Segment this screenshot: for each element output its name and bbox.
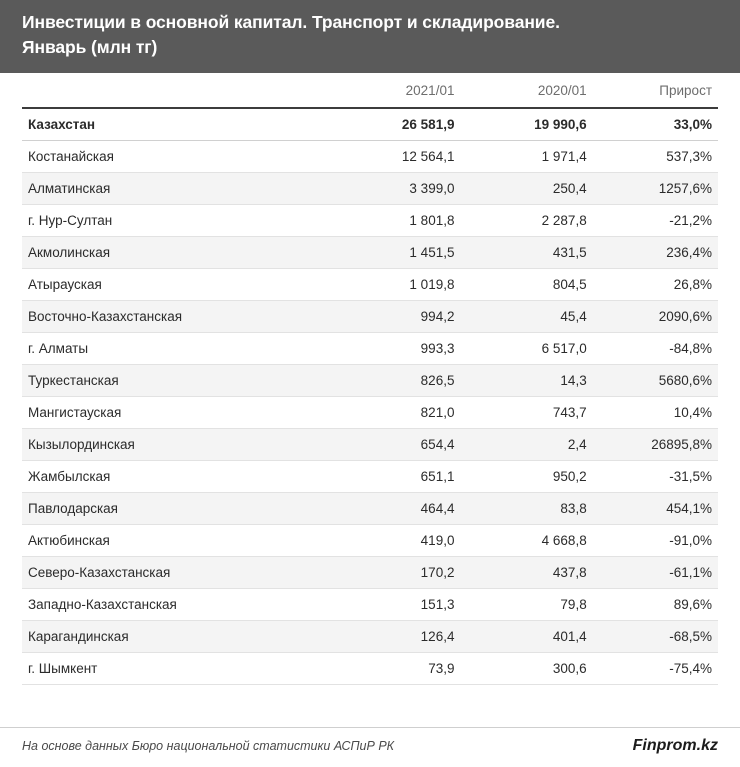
cell-region: г. Шымкент <box>22 652 328 684</box>
source-note: На основе данных Бюро национальной статистики АСПиР РК <box>22 739 395 753</box>
cell-2021: 654,4 <box>328 428 460 460</box>
cell-growth: -84,8% <box>593 332 718 364</box>
cell-growth: 26,8% <box>593 268 718 300</box>
cell-region: Кызылординская <box>22 428 328 460</box>
cell-2021: 170,2 <box>328 556 460 588</box>
table-row <box>22 428 718 460</box>
table-row <box>22 236 718 268</box>
cell-2021: 26 581,9 <box>328 108 460 141</box>
brand-logo: Finprom.kz <box>632 737 718 754</box>
cell-region: Жамбылская <box>22 460 328 492</box>
cell-2021: 994,2 <box>328 300 460 332</box>
column-header-region <box>22 73 328 108</box>
table-row <box>22 108 718 141</box>
cell-growth: 10,4% <box>593 396 718 428</box>
cell-2020: 1 971,4 <box>460 140 592 172</box>
table-row <box>22 172 718 204</box>
cell-growth: -68,5% <box>593 620 718 652</box>
table-row <box>22 268 718 300</box>
table-row <box>22 140 718 172</box>
cell-2021: 1 451,5 <box>328 236 460 268</box>
cell-2021: 151,3 <box>328 588 460 620</box>
cell-2021: 464,4 <box>328 492 460 524</box>
cell-2020: 2 287,8 <box>460 204 592 236</box>
cell-2020: 250,4 <box>460 172 592 204</box>
cell-region: г. Нур-Султан <box>22 204 328 236</box>
cell-growth: 454,1% <box>593 492 718 524</box>
cell-2020: 743,7 <box>460 396 592 428</box>
cell-growth: -31,5% <box>593 460 718 492</box>
cell-region: Карагандинская <box>22 620 328 652</box>
cell-region: Мангистауская <box>22 396 328 428</box>
cell-region: Северо-Казахстанская <box>22 556 328 588</box>
cell-region: Павлодарская <box>22 492 328 524</box>
cell-2021: 1 801,8 <box>328 204 460 236</box>
cell-growth: 33,0% <box>593 108 718 141</box>
table-row <box>22 300 718 332</box>
cell-2020: 2,4 <box>460 428 592 460</box>
cell-2020: 45,4 <box>460 300 592 332</box>
cell-growth: 1257,6% <box>593 172 718 204</box>
table-row <box>22 556 718 588</box>
cell-2020: 300,6 <box>460 652 592 684</box>
table-row <box>22 396 718 428</box>
cell-region: Костанайская <box>22 140 328 172</box>
cell-2020: 83,8 <box>460 492 592 524</box>
cell-growth: -21,2% <box>593 204 718 236</box>
column-header-2021: 2021/01 <box>328 73 460 108</box>
cell-region: Казахстан <box>22 108 328 141</box>
cell-region: г. Алматы <box>22 332 328 364</box>
cell-growth: -75,4% <box>593 652 718 684</box>
cell-growth: 537,3% <box>593 140 718 172</box>
table-row <box>22 492 718 524</box>
cell-2021: 3 399,0 <box>328 172 460 204</box>
cell-2020: 79,8 <box>460 588 592 620</box>
cell-growth: 236,4% <box>593 236 718 268</box>
cell-2020: 401,4 <box>460 620 592 652</box>
table-row <box>22 524 718 556</box>
page-title-line-2: Январь (млн тг) <box>22 37 158 58</box>
column-header-growth: Прирост <box>593 73 718 108</box>
cell-2021: 826,5 <box>328 364 460 396</box>
table-row <box>22 204 718 236</box>
cell-2021: 73,9 <box>328 652 460 684</box>
cell-2020: 950,2 <box>460 460 592 492</box>
cell-growth: 26895,8% <box>593 428 718 460</box>
cell-region: Актюбинская <box>22 524 328 556</box>
card-header <box>0 0 740 73</box>
cell-2020: 4 668,8 <box>460 524 592 556</box>
table-row <box>22 364 718 396</box>
cell-2020: 19 990,6 <box>460 108 592 141</box>
cell-growth: 89,6% <box>593 588 718 620</box>
cell-2020: 6 517,0 <box>460 332 592 364</box>
cell-2021: 126,4 <box>328 620 460 652</box>
cell-2021: 821,0 <box>328 396 460 428</box>
cell-2020: 804,5 <box>460 268 592 300</box>
table-container <box>0 73 740 727</box>
cell-growth: 2090,6% <box>593 300 718 332</box>
cell-growth: -61,1% <box>593 556 718 588</box>
column-header-2020: 2020/01 <box>460 73 592 108</box>
cell-growth: -91,0% <box>593 524 718 556</box>
cell-2021: 993,3 <box>328 332 460 364</box>
cell-region: Восточно-Казахстанская <box>22 300 328 332</box>
table-row <box>22 588 718 620</box>
cell-region: Туркестанская <box>22 364 328 396</box>
cell-region: Западно-Казахстанская <box>22 588 328 620</box>
cell-2021: 12 564,1 <box>328 140 460 172</box>
cell-region: Алматинская <box>22 172 328 204</box>
cell-2021: 1 019,8 <box>328 268 460 300</box>
cell-2020: 437,8 <box>460 556 592 588</box>
investment-table <box>22 73 718 685</box>
table-body <box>22 108 718 685</box>
cell-growth: 5680,6% <box>593 364 718 396</box>
table-header-row <box>22 73 718 108</box>
table-row <box>22 460 718 492</box>
page-title-line-1: Инвестиции в основной капитал. Транспорт и складирование. <box>22 12 560 32</box>
cell-2021: 651,1 <box>328 460 460 492</box>
cell-2020: 14,3 <box>460 364 592 396</box>
table-row <box>22 620 718 652</box>
cell-2020: 431,5 <box>460 236 592 268</box>
cell-2021: 419,0 <box>328 524 460 556</box>
cell-region: Акмолинская <box>22 236 328 268</box>
table-row <box>22 332 718 364</box>
table-row <box>22 652 718 684</box>
cell-region: Атырауская <box>22 268 328 300</box>
card-footer <box>0 727 740 767</box>
